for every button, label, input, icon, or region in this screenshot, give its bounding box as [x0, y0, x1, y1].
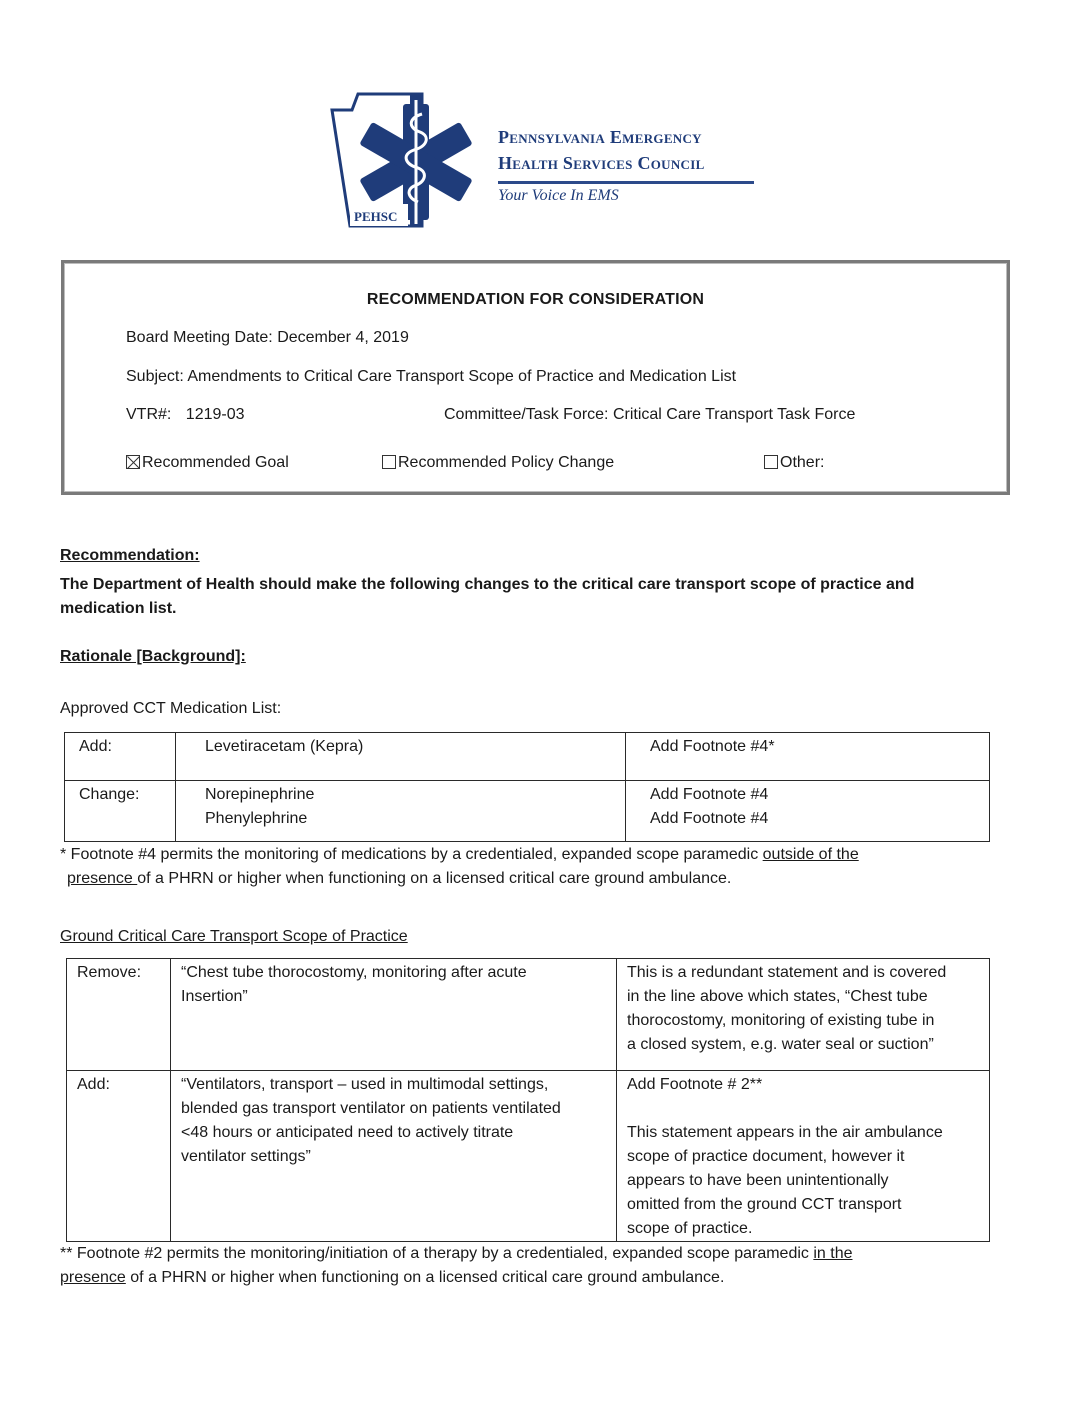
footnote-4	[60, 843, 1000, 891]
item-line: “Ventilators, transport – used in multimodal settings,	[181, 1076, 549, 1093]
recommendation-text	[60, 573, 1000, 621]
note-cell	[617, 959, 990, 1071]
item-cell	[176, 733, 626, 781]
option-recommended-policy-change[interactable]	[382, 454, 614, 472]
footnote-text: ** Footnote #2 permits the monitoring/initiation of a therapy by a credentialed, expanded scope paramedic	[60, 1245, 814, 1262]
item-cell	[171, 1071, 617, 1242]
item-cell	[176, 781, 626, 842]
option-label: Other:	[780, 454, 825, 471]
item-line: ventilator settings”	[181, 1148, 311, 1165]
option-label: Recommended Policy Change	[398, 454, 615, 471]
rationale-heading: Rationale [Background]:	[60, 648, 246, 665]
footnote-text: of a PHRN or higher when functioning on a licensed critical care ground ambulance.	[137, 870, 732, 887]
table-row	[65, 781, 990, 842]
option-label: Recommended Goal	[142, 454, 289, 471]
org-name	[498, 124, 705, 176]
tagline: Your Voice In EMS	[498, 187, 619, 204]
medication-name: Phenylephrine	[205, 810, 308, 827]
medication-name: Levetiracetam (Kepra)	[205, 738, 364, 755]
table-row	[67, 1071, 990, 1242]
medication-note: Add Footnote #4	[650, 786, 769, 803]
star-of-life-keystone-icon	[330, 92, 490, 232]
footnote-emphasis: in the	[813, 1245, 853, 1262]
recommendation-text-line: The Department of Health should make the following changes to the critical care transport scope of practice and	[60, 576, 915, 593]
board-meeting-date-line	[126, 329, 409, 347]
subject-value: Amendments to Critical Care Transport Scope of Practice and Medication List	[187, 368, 737, 385]
footnote-2	[60, 1242, 1000, 1290]
note-cell	[617, 1071, 990, 1242]
footnote-emphasis: outside of the	[762, 846, 859, 863]
vtr-label: VTR#:	[126, 406, 172, 423]
option-other[interactable]	[764, 454, 824, 472]
item-line: Insertion”	[181, 988, 248, 1005]
document-title: RECOMMENDATION FOR CONSIDERATION	[366, 291, 705, 308]
table-row	[65, 733, 990, 781]
footnote-emphasis: presence	[60, 1269, 126, 1286]
note-line: appears to have been unintentionally	[627, 1172, 889, 1189]
medication-list-caption: Approved CCT Medication List:	[60, 700, 282, 717]
action-cell: Add:	[67, 1071, 171, 1242]
action-cell: Add:	[65, 733, 176, 781]
note-line: This statement appears in the air ambulance	[627, 1124, 943, 1141]
action-cell: Remove:	[67, 959, 171, 1071]
committee-value: Critical Care Transport Task Force	[612, 406, 856, 423]
item-cell	[171, 959, 617, 1071]
recommendation-heading: Recommendation:	[60, 547, 200, 564]
note-line: thorocostomy, monitoring of existing tube in	[627, 1012, 935, 1029]
option-recommended-goal[interactable]	[126, 454, 289, 472]
committee-label: Committee/Task Force:	[444, 406, 609, 423]
org-name-line1: Pennsylvania Emergency	[498, 127, 702, 147]
recommendation-header-box	[61, 260, 1010, 495]
item-line: “Chest tube thorocostomy, monitoring after acute	[181, 964, 527, 981]
note-cell	[626, 733, 990, 781]
medication-note: Add Footnote #4	[650, 810, 769, 827]
board-meeting-date: December 4, 2019	[277, 329, 409, 346]
footnote-text: of a PHRN or higher when functioning on a licensed critical care ground ambulance.	[125, 1269, 725, 1286]
board-meeting-label: Board Meeting Date:	[126, 329, 273, 346]
scope-of-practice-table	[66, 958, 990, 1242]
note-line: a closed system, e.g. water seal or suction”	[627, 1036, 934, 1053]
subject-label: Subject:	[126, 368, 184, 385]
pehsc-logo	[330, 92, 760, 232]
medication-note: Add Footnote #4*	[650, 738, 775, 755]
note-line: omitted from the ground CCT transport	[627, 1196, 902, 1213]
vtr-number: 1219-03	[185, 406, 245, 423]
item-line: <48 hours or anticipated need to actively titrate	[181, 1124, 514, 1141]
note-heading: Add Footnote # 2**	[627, 1076, 763, 1093]
note-line: scope of practice.	[627, 1220, 753, 1237]
vtr-line	[126, 406, 245, 424]
checkbox-checked-icon[interactable]	[126, 455, 140, 469]
item-line: blended gas transport ventilator on patients ventilated	[181, 1100, 561, 1117]
spacer	[627, 1097, 981, 1121]
medication-name: Norepinephrine	[205, 786, 315, 803]
note-cell	[626, 781, 990, 842]
org-name-line2: Health Services Council	[498, 153, 705, 173]
medication-list-table	[64, 732, 990, 842]
note-line: in the line above which states, “Chest tube	[627, 988, 928, 1005]
note-line: This is a redundant statement and is covered	[627, 964, 947, 981]
checkbox-unchecked-icon[interactable]	[764, 455, 778, 469]
scope-of-practice-caption: Ground Critical Care Transport Scope of Practice	[60, 928, 408, 945]
action-cell: Change:	[65, 781, 176, 842]
committee-line	[444, 406, 855, 424]
recommendation-text-line: medication list.	[60, 600, 177, 617]
subject-line	[126, 368, 736, 386]
logo-divider	[498, 181, 754, 184]
note-line: scope of practice document, however it	[627, 1148, 905, 1165]
footnote-text: * Footnote #4 permits the monitoring of medications by a credentialed, expanded scope paramedic	[60, 846, 763, 863]
footnote-emphasis: presence	[67, 870, 138, 887]
table-row	[67, 959, 990, 1071]
checkbox-unchecked-icon[interactable]	[382, 455, 396, 469]
svg-text:PEHSC: PEHSC	[354, 209, 398, 224]
